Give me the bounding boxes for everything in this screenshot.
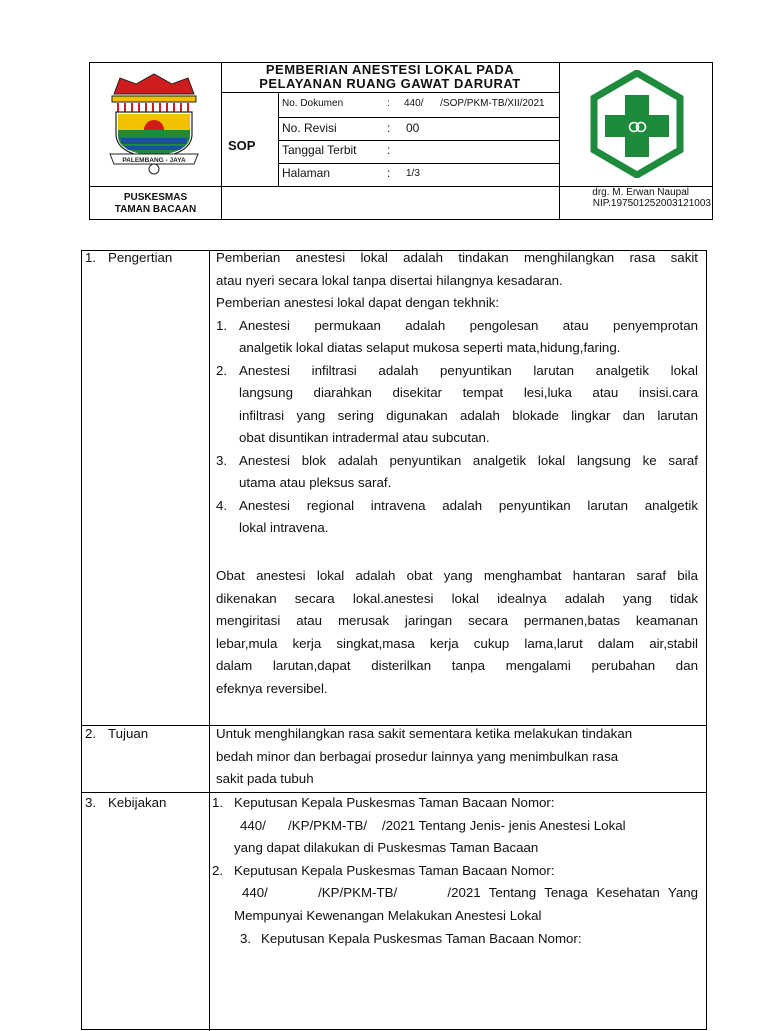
list-item xyxy=(216,450,698,495)
meta-value-dokumen: 440/ /SOP/PKM-TB/XII/2021 xyxy=(404,98,545,109)
meta-sep: : xyxy=(387,143,391,157)
text-line: Obat anestesi lokal adalah obat yang menghambat hantaran saraf bila xyxy=(216,568,698,583)
title-line-1: PEMBERIAN ANESTESI LOKAL PADA xyxy=(265,62,515,77)
text-line: dikenakan secara lokal.anestesi lokal idealnya adalah yang tidak xyxy=(216,590,698,606)
puskesmas-line-1: PUSKESMAS xyxy=(123,192,188,203)
sop-label: SOP xyxy=(228,138,256,153)
text-line: analgetik lokal diatas selaput mukosa seperti mata,hidung,faring. xyxy=(239,340,621,355)
list-number: 3. xyxy=(240,931,252,946)
section-label-tujuan: Tujuan xyxy=(108,726,149,741)
header-divider xyxy=(278,92,279,186)
text-line: Anestesi blok adalah penyuntikan analgetik lokal langsung ke saraf xyxy=(239,452,698,468)
meta-sep: : xyxy=(387,166,391,180)
text-line: utama atau pleksus saraf. xyxy=(239,475,392,490)
text-line: Untuk menghilangkan rasa sakit sementara ketika melakukan tindakan xyxy=(216,726,633,741)
section-number: 1. xyxy=(85,250,97,265)
sop-title xyxy=(221,63,559,91)
logo-motto: PALEMBANG - JAYA xyxy=(122,157,186,164)
signer-name: drg. M. Erwan Naupal xyxy=(592,187,689,198)
puskesmas-name xyxy=(98,192,213,216)
list-number: 2. xyxy=(216,362,228,378)
list-item xyxy=(216,495,698,540)
text-line: Pemberian anestesi lokal adalah tindakan menghilangkan rasa sakit xyxy=(216,250,698,265)
meta-label-dokumen: No. Dokumen xyxy=(282,98,344,109)
column-divider xyxy=(209,251,210,1031)
signer-nip: NIP.197501252003121003 xyxy=(592,198,711,209)
text-line: dalam larutan,dapat disterilkan tanpa mengalami perubahan dan xyxy=(216,658,698,673)
text-line: yang dapat dilakukan di Puskesmas Taman Bacaan xyxy=(234,840,539,855)
meta-value-halaman: 1/3 xyxy=(406,168,420,179)
meta-sep: : xyxy=(387,121,391,135)
header-divider xyxy=(559,63,560,220)
meta-sep: : xyxy=(387,98,390,109)
text-line: bedah minor dan berbagai prosedur lainnya yang menimbulkan rasa xyxy=(216,748,619,764)
section-label-pengertian: Pengertian xyxy=(108,250,173,265)
puskesmas-line-2: TAMAN BACAAN xyxy=(114,204,197,215)
text-line: lebar,mula kerja singkat,masa kerja cukup lama,larut dalam air,stabil xyxy=(216,635,698,651)
meta-label-terbit: Tanggal Terbit xyxy=(282,143,357,157)
text-line: efeknya reversibel. xyxy=(216,680,328,696)
list-item xyxy=(216,360,698,450)
text-line: Anestesi permukaan adalah pengolesan atau penyemprotan xyxy=(239,317,698,333)
signer-block xyxy=(561,187,711,209)
text-line: mengiritasi atau merusak jaringan secara permanen,batas keamanan xyxy=(216,613,698,628)
header-divider xyxy=(278,140,559,141)
text-line: 440/ /KP/PKM-TB/ /2021 Tentang Tenaga Kesehatan Yang xyxy=(242,885,698,900)
text-line: atau nyeri secara lokal tanpa disertai hilangnya kesadaran. xyxy=(216,272,563,288)
meta-label-revisi: No. Revisi xyxy=(282,121,337,135)
list-number: 1. xyxy=(216,317,228,333)
list-number: 1. xyxy=(212,795,224,810)
pengertian-content xyxy=(216,247,698,540)
pengertian-paragraph-obat xyxy=(216,565,698,700)
list-number: 4. xyxy=(216,497,228,513)
section-label-kebijakan: Kebijakan xyxy=(108,795,167,810)
palembang-city-logo xyxy=(106,72,202,178)
text-line: Anestesi regional intravena adalah penyuntikan larutan analgetik xyxy=(239,497,698,513)
list-item xyxy=(216,315,698,360)
text-line: lokal intravena. xyxy=(239,520,329,535)
text-line: sakit pada tubuh xyxy=(216,771,314,786)
title-line-2: PELAYANAN RUANG GAWAT DARURAT xyxy=(259,76,521,91)
header-divider xyxy=(278,117,559,118)
puskesmas-emblem xyxy=(583,70,691,178)
text-line: Mempunyai Kewenangan Melakukan Anestesi Lokal xyxy=(234,908,542,923)
text-line: langsung diarahkan disekitar tempat lesi,luka atau insisi.cara xyxy=(239,385,698,400)
text-line: Anestesi infiltrasi adalah penyuntikan larutan analgetik lokal xyxy=(239,362,698,378)
tujuan-content xyxy=(216,723,698,791)
text-line: Keputusan Kepala Puskesmas Taman Bacaan Nomor: xyxy=(234,863,555,878)
text-line: Keputusan Kepala Puskesmas Taman Bacaan Nomor: xyxy=(261,931,582,946)
header-divider xyxy=(221,92,559,93)
text-line: Pemberian anestesi lokal dapat dengan tekhnik: xyxy=(216,295,500,310)
text-line: obat disuntikan intradermal atau subcutan. xyxy=(239,430,490,445)
text-line: 440/ /KP/PKM-TB/ /2021 Tentang Jenis- jenis Anestesi Lokal xyxy=(240,818,626,833)
meta-value-revisi: 00 xyxy=(406,121,420,135)
section-number: 2. xyxy=(85,726,97,741)
header-divider xyxy=(278,163,559,164)
list-number: 3. xyxy=(216,452,228,468)
text-line: Keputusan Kepala Puskesmas Taman Bacaan Nomor: xyxy=(234,795,555,810)
section-number: 3. xyxy=(85,795,97,810)
meta-label-halaman: Halaman xyxy=(282,166,331,180)
list-number: 2. xyxy=(212,863,224,878)
text-line: infiltrasi yang sering digunakan adalah blokade lingkar dan larutan xyxy=(239,407,698,423)
